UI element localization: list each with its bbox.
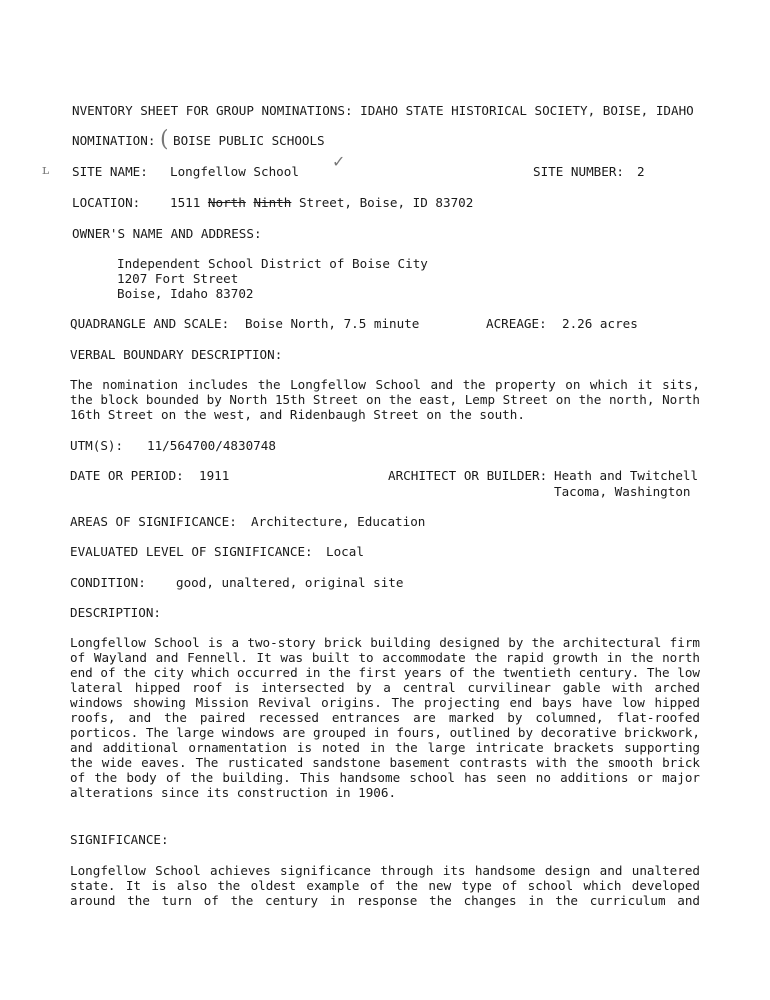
level-value: Local	[326, 544, 364, 559]
quadrangle-value: Boise North, 7.5 minute	[245, 316, 420, 331]
utm-value: 11/564700/4830748	[147, 438, 276, 453]
condition-value: good, unaltered, original site	[176, 575, 404, 590]
acreage-label: ACREAGE:	[486, 316, 547, 331]
site-name-value: Longfellow School	[170, 164, 299, 179]
handwritten-parenthesis-mark: (	[160, 127, 169, 152]
description-text: Longfellow School is a two-story brick building designed by the architectural firm of Wayland and Fennell. It was built to accommodate the rapid growth in the north end of the city which occurred in the first years of the twentieth century. The low lateral hipped roof is intersected by a central curvilinear gable with arched windows showing Mission Revival origins. The projecting end bays have low hipped roofs, and the paired recessed entrances are marked by columned, flat-roofed porticos. The large windows are grouped in fours, outlined by decorative brickwork, and additional ornamentation is noted in the large intricate brackets supporting the wide eaves. The rusticated sandstone basement contrasts with the smooth brick of the body of the building. This handsome school has seen no additions or major alterations since its construction in 1906.	[70, 635, 700, 800]
location-number: 1511	[170, 195, 208, 210]
level-label: EVALUATED LEVEL OF SIGNIFICANCE:	[70, 544, 313, 559]
description-label: DESCRIPTION:	[70, 605, 161, 620]
architect-value: Heath and Twitchell	[554, 468, 699, 483]
boundary-label: VERBAL BOUNDARY DESCRIPTION:	[70, 347, 283, 362]
owner-line-2: 1207 Fort Street	[117, 271, 239, 286]
struck-word-north: North	[207, 195, 246, 210]
utm-label: UTM(S):	[70, 438, 124, 453]
significance-text: Longfellow School achieves significance through its handsome design and unaltered state. It is also the oldest example of the new type of school which developed around the turn of the century in response the changes in the curriculum and	[70, 863, 700, 908]
location-label: LOCATION:	[72, 195, 141, 210]
struck-word-ninth: Ninth	[253, 195, 292, 210]
nomination-value: BOISE PUBLIC SCHOOLS	[173, 133, 325, 148]
owner-line-1: Independent School District of Boise City	[117, 256, 428, 271]
site-number-label: SITE NUMBER:	[533, 164, 624, 179]
site-number-value: 2	[637, 164, 645, 179]
significance-label: SIGNIFICANCE:	[70, 832, 169, 847]
location-street: Street, Boise, ID 83702	[291, 195, 474, 210]
architect-label: ARCHITECT OR BUILDER:	[388, 468, 548, 483]
condition-label: CONDITION:	[70, 575, 146, 590]
location-value	[170, 195, 473, 210]
boundary-text: The nomination includes the Longfellow School and the property on which it sits, the block bounded by North 15th Street on the east, Lemp Street on the north, North 16th Street on the west, and Ridenbaugh Street on the south.	[70, 377, 700, 422]
site-name-label: SITE NAME:	[72, 164, 148, 179]
nomination-label: NOMINATION:	[72, 133, 156, 148]
areas-value: Architecture, Education	[251, 514, 426, 529]
areas-label: AREAS OF SIGNIFICANCE:	[70, 514, 237, 529]
owner-line-3: Boise, Idaho 83702	[117, 286, 254, 301]
date-value: 1911	[199, 468, 230, 483]
handwritten-check-mark: ✓	[332, 152, 346, 171]
architect-location: Tacoma, Washington	[554, 484, 691, 499]
margin-tick-mark: ʟ	[42, 163, 50, 178]
date-label: DATE OR PERIOD:	[70, 468, 184, 483]
acreage-value: 2.26 acres	[562, 316, 638, 331]
owner-label: OWNER'S NAME AND ADDRESS:	[72, 226, 262, 241]
quadrangle-label: QUADRANGLE AND SCALE:	[70, 316, 230, 331]
document-header: NVENTORY SHEET FOR GROUP NOMINATIONS: IDAHO STATE HISTORICAL SOCIETY, BOISE, IDAHO	[72, 103, 694, 118]
